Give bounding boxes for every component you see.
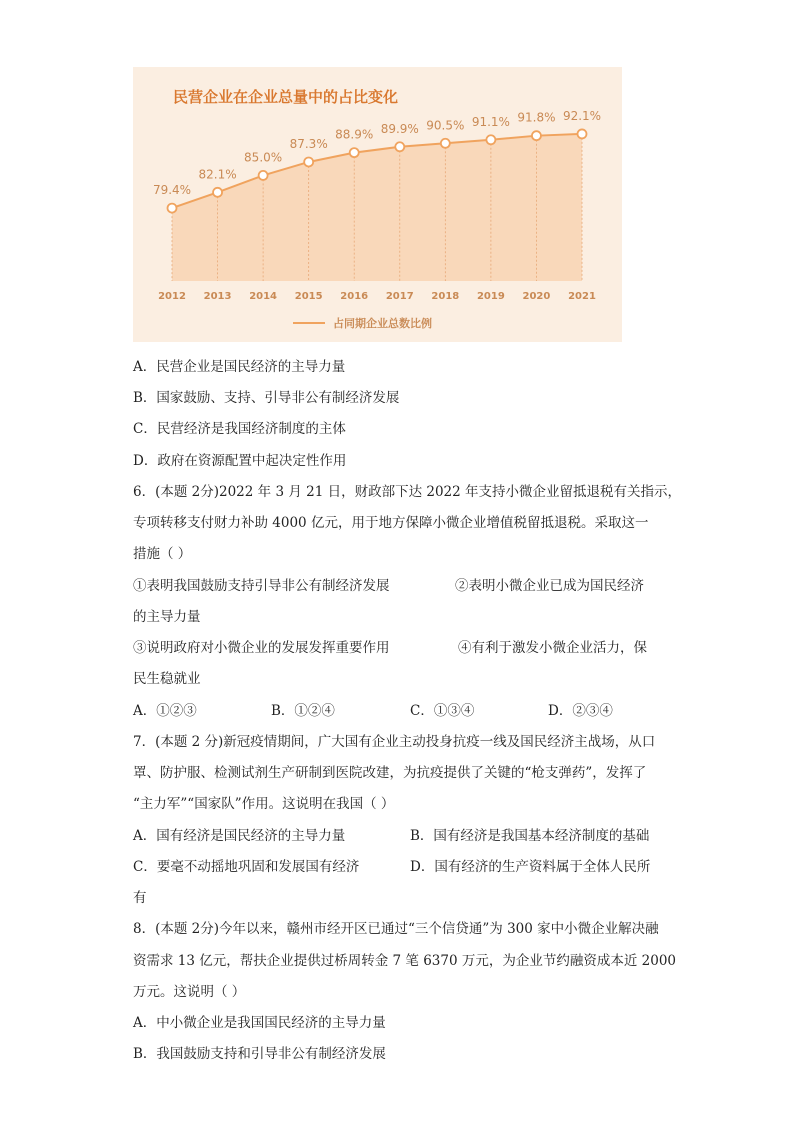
chart-x-tick-label: 2019 <box>476 291 505 302</box>
q6-option-b: B．①②④ <box>271 703 335 719</box>
q7-stem-line-1: 7．(本题 2 分)新冠疫情期间，广大国有企业主动投身抗疫一线及国民经济主战场，从口 <box>133 734 656 750</box>
chart-data-label: 91.8% <box>517 110 556 125</box>
chart-point <box>168 204 177 213</box>
q6-stem-line-1: 6．(本题 2分)2022 年 3 月 21 日，财政部下达 2022 年支持小微企业留抵退税有关指示， <box>133 484 682 500</box>
chart-legend-label: 占同期企业总数比例 <box>333 317 432 330</box>
q6-option-c: C．①③④ <box>410 703 475 719</box>
q8-option-b: B．我国鼓励支持和引导非公有制经济发展 <box>133 1046 386 1062</box>
q6-statement-4: ④有利于激发小微企业活力，保 <box>458 640 647 656</box>
q6-statement-2: ②表明小微企业已成为国民经济 <box>455 578 644 594</box>
q5-option-c: C．民营经济是我国经济制度的主体 <box>133 421 346 437</box>
q7-option-a: A．国有经济是国民经济的主导力量 <box>133 828 346 844</box>
q7-option-d-cont: 有 <box>133 890 147 906</box>
q8-option-a: A．中小微企业是我国国民经济的主导力量 <box>133 1015 386 1031</box>
q5-option-b: B．国家鼓励、支持、引导非公有制经济发展 <box>133 390 400 406</box>
q7-stem-line-2: 罩、防护服、检测试剂生产研制到医院改建，为抗疫提供了关键的“枪支弹药”，发挥了 <box>133 765 647 781</box>
chart-title: 民营企业在企业总量中的占比变化 <box>173 88 399 106</box>
chart-x-tick-label: 2017 <box>385 291 414 302</box>
chart-x-tick-label: 2014 <box>249 291 278 302</box>
chart-x-tick-label: 2012 <box>158 291 186 302</box>
chart-data-label: 89.9% <box>380 121 419 136</box>
q7-stem-line-3: “主力军”“国家队”作用。这说明在我国（ ） <box>133 796 395 812</box>
chart-data-label: 79.4% <box>152 183 192 198</box>
chart-x-tick-label: 2016 <box>340 291 369 302</box>
chart-point <box>486 135 495 144</box>
chart-point <box>532 131 541 140</box>
q6-statement-4-cont: 民生稳就业 <box>133 671 201 687</box>
q7-option-b: B．国有经济是我国基本经济制度的基础 <box>410 828 650 844</box>
chart-svg <box>133 67 622 342</box>
chart-point <box>350 148 359 157</box>
q6-option-a: A．①②③ <box>133 703 197 719</box>
q7-option-c: C．要毫不动摇地巩固和发展国有经济 <box>133 859 360 875</box>
chart-point <box>259 171 268 180</box>
q6-option-d: D．②③④ <box>548 703 613 719</box>
q8-stem-line-1: 8．(本题 2分)今年以来，赣州市经开区已通过“三个信贷通”为 300 家中小微企业解决融 <box>133 921 659 937</box>
q6-statement-3: ③说明政府对小微企业的发展发挥重要作用 <box>133 640 390 656</box>
q8-stem-line-2: 资需求 13 亿元，帮扶企业提供过桥周转金 7 笔 6370 万元，为企业节约融资成本近 2000 <box>133 953 677 969</box>
chart-data-label: 85.0% <box>244 150 283 165</box>
chart-point <box>213 188 222 197</box>
q5-option-d: D．政府在资源配置中起决定性作用 <box>133 453 347 469</box>
chart-point <box>441 139 450 148</box>
chart-data-label: 82.1% <box>198 167 237 182</box>
chart-x-tick-label: 2013 <box>203 291 232 302</box>
private-enterprise-share-chart <box>133 67 622 342</box>
chart-x-tick-label: 2015 <box>294 291 323 302</box>
q6-statement-1: ①表明我国鼓励支持引导非公有制经济发展 <box>133 578 390 594</box>
chart-data-label: 91.1% <box>471 114 510 129</box>
chart-data-label: 87.3% <box>289 136 328 151</box>
q6-statement-2-cont: 的主导力量 <box>133 609 201 625</box>
chart-area-fill <box>172 134 582 281</box>
chart-data-label: 90.5% <box>426 118 465 133</box>
chart-data-label: 92.1% <box>562 108 602 123</box>
chart-x-tick-label: 2020 <box>522 291 551 302</box>
q6-stem-line-3: 措施（ ） <box>133 546 192 562</box>
q7-option-d: D．国有经济的生产资料属于全体人民所 <box>410 859 651 875</box>
chart-point <box>304 157 313 166</box>
chart-point <box>578 129 587 138</box>
q5-option-a: A．民营企业是国民经济的主导力量 <box>133 359 346 375</box>
q6-stem-line-2: 专项转移支付财力补助 4000 亿元，用于地方保障小微企业增值税留抵退税。采取这一 <box>133 515 649 531</box>
q8-stem-line-3: 万元。这说明（ ） <box>133 984 246 1000</box>
chart-x-tick-label: 2021 <box>568 291 596 302</box>
chart-x-tick-label: 2018 <box>431 291 460 302</box>
chart-data-label: 88.9% <box>335 127 374 142</box>
chart-point <box>395 142 404 151</box>
